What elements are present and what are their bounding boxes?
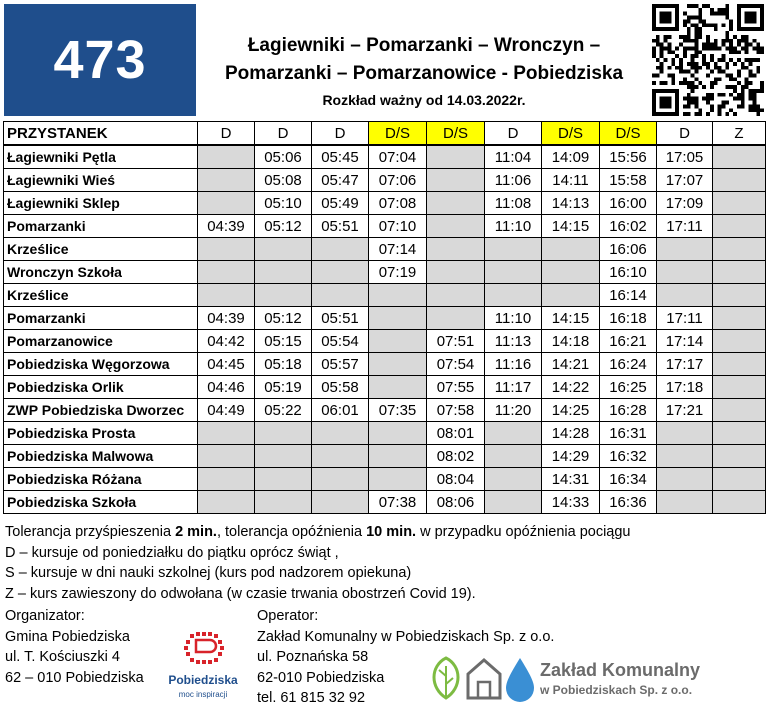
- empty-time-cell: [485, 422, 542, 445]
- empty-time-cell: [312, 422, 369, 445]
- departure-time: 05:22: [255, 399, 312, 422]
- empty-time-cell: [427, 215, 485, 238]
- empty-time-cell: [312, 238, 369, 261]
- table-row: [4, 215, 766, 238]
- timetable-header: [0, 0, 768, 120]
- empty-time-cell: [198, 192, 255, 215]
- table-row: [4, 468, 766, 491]
- departure-time: 07:55: [427, 376, 485, 399]
- table-row: [4, 399, 766, 422]
- empty-time-cell: [427, 284, 485, 307]
- departure-time: 05:49: [312, 192, 369, 215]
- departure-time: 05:47: [312, 169, 369, 192]
- table-row: [4, 491, 766, 514]
- empty-time-cell: [713, 422, 766, 445]
- departure-time: 16:06: [600, 238, 657, 261]
- departure-time: 11:06: [485, 169, 542, 192]
- departure-time: 05:12: [255, 307, 312, 330]
- table-row: [4, 422, 766, 445]
- empty-time-cell: [198, 491, 255, 514]
- table-row: [4, 145, 766, 169]
- empty-time-cell: [427, 145, 485, 169]
- empty-time-cell: [255, 468, 312, 491]
- departure-time: 17:11: [657, 215, 713, 238]
- empty-time-cell: [312, 284, 369, 307]
- pobiedziska-logo-slogan: moc inspiracji: [178, 690, 228, 699]
- departure-time: 14:33: [542, 491, 600, 514]
- empty-time-cell: [369, 330, 427, 353]
- qr-code: [652, 4, 764, 116]
- departure-time: 11:10: [485, 215, 542, 238]
- departure-time: 05:58: [312, 376, 369, 399]
- departure-time: 14:21: [542, 353, 600, 376]
- departure-time: 05:08: [255, 169, 312, 192]
- trip-column-header: D/S: [600, 122, 657, 146]
- departure-time: 08:01: [427, 422, 485, 445]
- empty-time-cell: [198, 145, 255, 169]
- stop-name: Krześlice: [4, 238, 198, 261]
- departure-time: 04:39: [198, 307, 255, 330]
- departure-time: 07:51: [427, 330, 485, 353]
- departure-time: 16:24: [600, 353, 657, 376]
- organizer-name: Gmina Pobiedziska: [5, 628, 130, 645]
- departure-time: 05:51: [312, 215, 369, 238]
- tolerance-text: , tolerancja opóźnienia: [216, 524, 367, 540]
- empty-time-cell: [713, 353, 766, 376]
- table-row: [4, 284, 766, 307]
- empty-time-cell: [713, 330, 766, 353]
- organizer-block: [5, 606, 144, 688]
- empty-time-cell: [369, 445, 427, 468]
- tolerance-late: 10 min.: [366, 524, 417, 540]
- empty-time-cell: [198, 261, 255, 284]
- tolerance-note: [5, 522, 631, 543]
- table-row: [4, 445, 766, 468]
- departure-time: 14:22: [542, 376, 600, 399]
- departure-time: 05:57: [312, 353, 369, 376]
- empty-time-cell: [255, 261, 312, 284]
- table-row: [4, 192, 766, 215]
- departure-time: 17:21: [657, 399, 713, 422]
- empty-time-cell: [713, 376, 766, 399]
- stop-name: Pomarzanki: [4, 215, 198, 238]
- departure-time: 06:01: [312, 399, 369, 422]
- empty-time-cell: [255, 491, 312, 514]
- empty-time-cell: [485, 491, 542, 514]
- stop-name: Pobiedziska Węgorzowa: [4, 353, 198, 376]
- empty-time-cell: [657, 284, 713, 307]
- water-drop-icon: [506, 658, 534, 702]
- route-name-line-2: Pomarzanki – Pomarzanowice - Pobiedziska: [224, 63, 624, 84]
- stop-name: Wronczyn Szkoła: [4, 261, 198, 284]
- table-row: [4, 238, 766, 261]
- trip-column-header: D: [485, 122, 542, 146]
- departure-time: 14:09: [542, 145, 600, 169]
- departure-time: 05:54: [312, 330, 369, 353]
- departure-time: 05:19: [255, 376, 312, 399]
- trip-column-header: Z: [713, 122, 766, 146]
- empty-time-cell: [198, 445, 255, 468]
- empty-time-cell: [369, 468, 427, 491]
- empty-time-cell: [312, 445, 369, 468]
- empty-time-cell: [312, 261, 369, 284]
- departure-time: 04:42: [198, 330, 255, 353]
- departure-time: 08:04: [427, 468, 485, 491]
- departure-time: 08:06: [427, 491, 485, 514]
- departure-time: 16:34: [600, 468, 657, 491]
- empty-time-cell: [485, 468, 542, 491]
- departure-time: 15:56: [600, 145, 657, 169]
- empty-time-cell: [198, 422, 255, 445]
- stop-column-header: PRZYSTANEK: [4, 122, 198, 146]
- departure-time: 14:11: [542, 169, 600, 192]
- operator-phone: tel. 61 815 32 92: [257, 690, 366, 706]
- departure-time: 14:31: [542, 468, 600, 491]
- organizer-label: Organizator:: [5, 608, 85, 624]
- stop-name: Pobiedziska Prosta: [4, 422, 198, 445]
- stop-name: Łagiewniki Wieś: [4, 169, 198, 192]
- departure-time: 05:10: [255, 192, 312, 215]
- tolerance-text: w przypadku opóźnienia pociągu: [416, 524, 631, 540]
- departure-time: 07:19: [369, 261, 427, 284]
- empty-time-cell: [427, 169, 485, 192]
- departure-time: 07:54: [427, 353, 485, 376]
- departure-time: 14:15: [542, 307, 600, 330]
- legend-d: D – kursuje od poniedziałku do piątku oprócz świąt ,: [5, 544, 339, 561]
- empty-time-cell: [198, 468, 255, 491]
- empty-time-cell: [713, 238, 766, 261]
- departure-time: 11:20: [485, 399, 542, 422]
- stop-name: Pobiedziska Malwowa: [4, 445, 198, 468]
- empty-time-cell: [485, 445, 542, 468]
- departure-time: 16:25: [600, 376, 657, 399]
- empty-time-cell: [657, 445, 713, 468]
- route-number: 473: [4, 4, 196, 116]
- departure-time: 16:00: [600, 192, 657, 215]
- departure-time: 07:08: [369, 192, 427, 215]
- departure-time: 11:13: [485, 330, 542, 353]
- departure-time: 17:09: [657, 192, 713, 215]
- departure-time: 04:45: [198, 353, 255, 376]
- empty-time-cell: [255, 284, 312, 307]
- timetable-header-row: [4, 122, 766, 146]
- empty-time-cell: [198, 238, 255, 261]
- tolerance-early: 2 min.: [175, 524, 217, 540]
- empty-time-cell: [312, 468, 369, 491]
- empty-time-cell: [713, 145, 766, 169]
- empty-time-cell: [427, 307, 485, 330]
- departure-time: 17:17: [657, 353, 713, 376]
- stop-name: Łagiewniki Sklep: [4, 192, 198, 215]
- empty-time-cell: [485, 284, 542, 307]
- empty-time-cell: [427, 238, 485, 261]
- departure-time: 07:38: [369, 491, 427, 514]
- operator-name: Zakład Komunalny w Pobiedziskach Sp. z o.o.: [257, 628, 555, 645]
- departure-time: 11:08: [485, 192, 542, 215]
- departure-time: 05:45: [312, 145, 369, 169]
- route-name-line-1: Łagiewniki – Pomarzanki – Wronczyn –: [247, 35, 601, 56]
- trip-column-header: D: [198, 122, 255, 146]
- departure-time: 16:14: [600, 284, 657, 307]
- table-row: [4, 330, 766, 353]
- departure-time: 04:39: [198, 215, 255, 238]
- empty-time-cell: [657, 422, 713, 445]
- legend-z: Z – kurs zawieszony do odwołana (w czasie trwania obostrzeń Covid 19).: [5, 585, 476, 602]
- departure-time: 14:18: [542, 330, 600, 353]
- departure-time: 17:07: [657, 169, 713, 192]
- departure-time: 11:04: [485, 145, 542, 169]
- empty-time-cell: [657, 261, 713, 284]
- stop-name: Pomarzanowice: [4, 330, 198, 353]
- departure-time: 16:10: [600, 261, 657, 284]
- empty-time-cell: [657, 238, 713, 261]
- stop-name: Pomarzanki: [4, 307, 198, 330]
- stop-name: Pobiedziska Szkoła: [4, 491, 198, 514]
- stop-name: Pobiedziska Orlik: [4, 376, 198, 399]
- empty-time-cell: [713, 468, 766, 491]
- empty-time-cell: [369, 284, 427, 307]
- tolerance-text: Tolerancja przyśpieszenia: [5, 524, 176, 540]
- stop-name: Łagiewniki Pętla: [4, 145, 198, 169]
- empty-time-cell: [485, 238, 542, 261]
- departure-time: 05:06: [255, 145, 312, 169]
- departure-time: 16:36: [600, 491, 657, 514]
- departure-time: 11:16: [485, 353, 542, 376]
- departure-time: 16:18: [600, 307, 657, 330]
- departure-time: 05:51: [312, 307, 369, 330]
- empty-time-cell: [542, 261, 600, 284]
- empty-time-cell: [369, 353, 427, 376]
- departure-time: 17:05: [657, 145, 713, 169]
- departure-time: 14:15: [542, 215, 600, 238]
- empty-time-cell: [713, 192, 766, 215]
- qr-code-icon: [652, 4, 764, 116]
- departure-time: 16:31: [600, 422, 657, 445]
- zk-wordmark-line-1: Zakład Komunalny: [540, 660, 701, 680]
- operator-label: Operator:: [257, 608, 319, 624]
- empty-time-cell: [369, 307, 427, 330]
- legend-s: S – kursuje w dni nauki szkolnej (kurs pod nadzorem opiekuna): [5, 565, 412, 581]
- departure-time: 08:02: [427, 445, 485, 468]
- empty-time-cell: [369, 376, 427, 399]
- operator-street: ul. Poznańska 58: [257, 649, 369, 665]
- operator-city: 62-010 Pobiedziska: [257, 669, 385, 686]
- table-row: [4, 376, 766, 399]
- empty-time-cell: [713, 169, 766, 192]
- route-name: [200, 0, 648, 120]
- empty-time-cell: [255, 422, 312, 445]
- table-row: [4, 169, 766, 192]
- organizer-street: ul. T. Kościuszki 4: [5, 649, 120, 665]
- zaklad-komunalny-wordmark: [540, 660, 700, 697]
- departure-time: 17:18: [657, 376, 713, 399]
- departure-time: 14:25: [542, 399, 600, 422]
- empty-time-cell: [255, 238, 312, 261]
- trip-column-header: D: [312, 122, 369, 146]
- empty-time-cell: [713, 215, 766, 238]
- departure-time: 05:15: [255, 330, 312, 353]
- stop-name: Krześlice: [4, 284, 198, 307]
- departure-time: 04:49: [198, 399, 255, 422]
- empty-time-cell: [369, 422, 427, 445]
- departure-time: 05:18: [255, 353, 312, 376]
- empty-time-cell: [713, 491, 766, 514]
- departure-time: 04:46: [198, 376, 255, 399]
- empty-time-cell: [657, 491, 713, 514]
- departure-time: 16:02: [600, 215, 657, 238]
- empty-time-cell: [198, 169, 255, 192]
- departure-time: 16:32: [600, 445, 657, 468]
- departure-time: 15:58: [600, 169, 657, 192]
- departure-time: 07:10: [369, 215, 427, 238]
- empty-time-cell: [485, 261, 542, 284]
- notes: [5, 522, 631, 604]
- departure-time: 16:21: [600, 330, 657, 353]
- departure-time: 17:11: [657, 307, 713, 330]
- empty-time-cell: [713, 399, 766, 422]
- empty-time-cell: [542, 238, 600, 261]
- pobiedziska-logo: [160, 626, 246, 706]
- validity-date: Rozkład ważny od 14.03.2022r.: [322, 92, 526, 108]
- departure-time: 05:12: [255, 215, 312, 238]
- trip-column-header: D/S: [369, 122, 427, 146]
- empty-time-cell: [713, 261, 766, 284]
- table-row: [4, 307, 766, 330]
- departure-time: 11:10: [485, 307, 542, 330]
- stop-name: Pobiedziska Różana: [4, 468, 198, 491]
- departure-time: 07:06: [369, 169, 427, 192]
- empty-time-cell: [427, 261, 485, 284]
- timetable-body: [4, 145, 766, 514]
- departure-time: 16:28: [600, 399, 657, 422]
- departure-time: 11:17: [485, 376, 542, 399]
- departure-time: 14:28: [542, 422, 600, 445]
- pobiedziska-logo-name: Pobiedziska: [168, 673, 238, 687]
- empty-time-cell: [713, 307, 766, 330]
- departure-time: 07:35: [369, 399, 427, 422]
- trip-column-header: D/S: [427, 122, 485, 146]
- departure-time: 14:29: [542, 445, 600, 468]
- zk-wordmark-line-2: w Pobiedziskach Sp. z o.o.: [540, 683, 693, 697]
- departure-time: 17:14: [657, 330, 713, 353]
- empty-time-cell: [255, 445, 312, 468]
- empty-time-cell: [713, 445, 766, 468]
- departure-time: 07:14: [369, 238, 427, 261]
- table-row: [4, 353, 766, 376]
- empty-time-cell: [657, 468, 713, 491]
- timetable: [3, 121, 766, 514]
- stop-name: ZWP Pobiedziska Dworzec: [4, 399, 198, 422]
- house-icon: [468, 660, 500, 698]
- departure-time: 07:58: [427, 399, 485, 422]
- empty-time-cell: [427, 192, 485, 215]
- empty-time-cell: [542, 284, 600, 307]
- trip-column-header: D: [255, 122, 312, 146]
- organizer-city: 62 – 010 Pobiedziska: [5, 669, 144, 686]
- departure-time: 14:13: [542, 192, 600, 215]
- departure-time: 07:04: [369, 145, 427, 169]
- empty-time-cell: [198, 284, 255, 307]
- trip-column-header: D/S: [542, 122, 600, 146]
- trip-column-header: D: [657, 122, 713, 146]
- empty-time-cell: [312, 491, 369, 514]
- table-row: [4, 261, 766, 284]
- empty-time-cell: [713, 284, 766, 307]
